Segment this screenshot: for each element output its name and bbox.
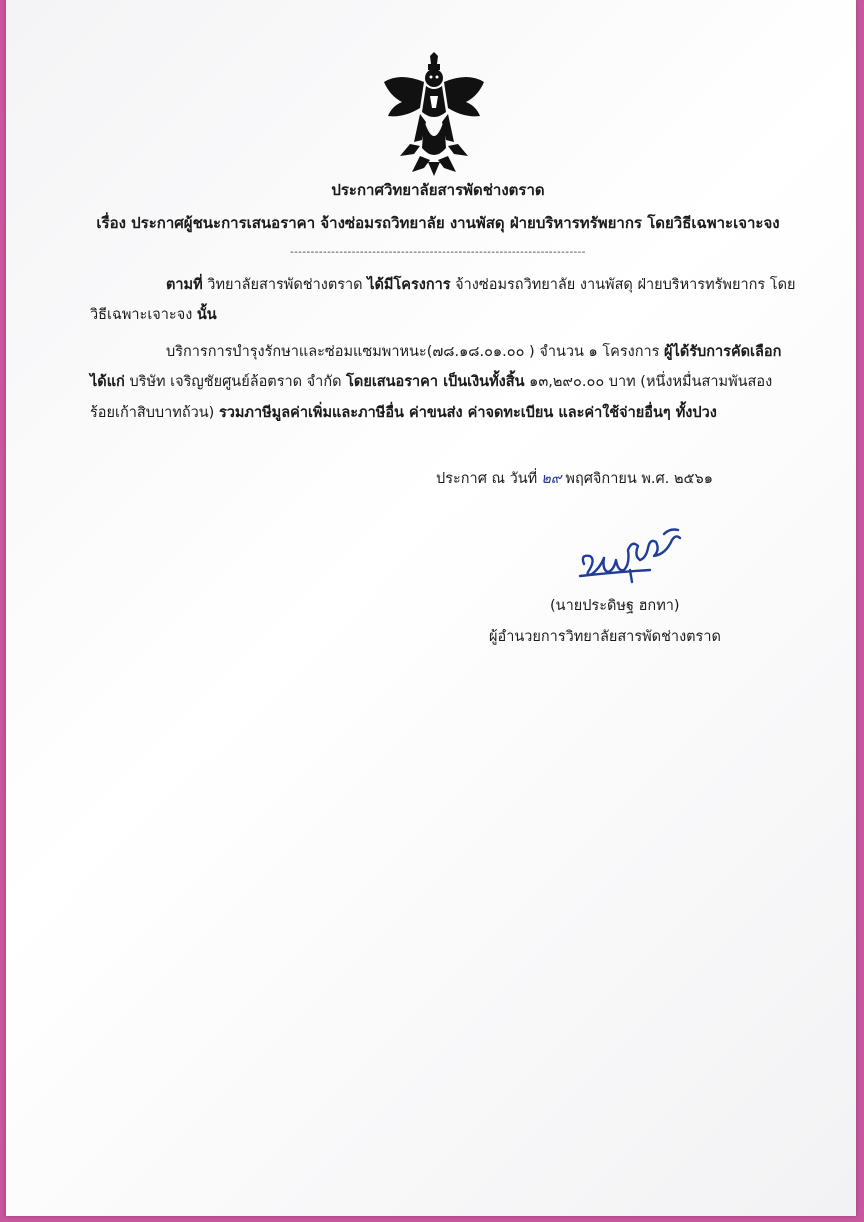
para2-line2-bold: ได้แก่ (90, 374, 125, 390)
paragraph-1-line-2 (90, 305, 217, 325)
para2-text1: บริการการบำรุงรักษาและซ่อมแซมพาหนะ(๗๘.๑๘.๐๑.๐๐ ) จำนวน ๑ โครงการ (166, 344, 665, 360)
paragraph-2-line-1 (166, 342, 781, 362)
para1-line2-bold: นั้น (196, 307, 217, 323)
para2-line2-text2: ๑๓,๒๙๐.๐๐ บาท (หนึ่งหมื่นสามพันสอง (524, 374, 773, 390)
para1-text1: วิทยาลัยสารพัดช่างตราด (202, 277, 368, 293)
para2-line3-text: ร้อยเก้าสิบบาทถ้วน) (90, 405, 219, 421)
para1-bold1: ได้มีโครงการ (367, 277, 451, 293)
para1-lead: ตามที่ (166, 277, 203, 293)
para1-line2: วิธีเฉพาะเจาะจง (90, 307, 197, 323)
paragraph-2-line-3 (90, 403, 717, 423)
document-page (6, 0, 856, 1216)
separator-line: ------------------------------------------------------------------------ (290, 247, 586, 258)
garuda-emblem (380, 52, 488, 176)
paragraph-2-line-2 (90, 372, 772, 392)
paragraph-1-line-1 (166, 275, 796, 295)
signer-position: ผู้อำนวยการวิทยาลัยสารพัดช่างตราด (489, 629, 721, 645)
date-prefix: ประกาศ ณ วันที่ (436, 471, 538, 487)
para2-line2-bold2: โดยเสนอราคา เป็นเงินทั้งสิ้น (346, 374, 525, 390)
para2-line3-bold: รวมภาษีมูลค่าเพิ่มและภาษีอื่น ค่าขนส่ง ค่าจดทะเบียน และค่าใช้จ่ายอื่นๆ ทั้งปวง (218, 405, 717, 421)
signer-name: (นายประดิษฐ ฮกทา) (550, 598, 680, 614)
para2-bold1: ผู้ได้รับการคัดเลือก (664, 344, 782, 360)
para2-line2-text: บริษัท เจริญชัยศูนย์ล้อตราด จำกัด (124, 374, 347, 390)
para1-text2: จ้างซ่อมรถวิทยาลัย งานพัสดุ ฝ่ายบริหารทรัพยากร โดย (450, 277, 796, 293)
date-rest: พฤศจิกายน พ.ศ. ๒๕๖๑ (565, 471, 713, 487)
announcement-date (436, 469, 713, 489)
page-title: ประกาศวิทยาลัยสารพัดช่างตราด (331, 181, 545, 199)
subject-line: เรื่อง ประกาศผู้ชนะการเสนอราคา จ้างซ่อมรถวิทยาลัย งานพัสดุ ฝ่ายบริหารทรัพยากร โดยวิธีเฉพาะเจาะจง (96, 214, 780, 232)
handwritten-signature (576, 520, 686, 586)
date-day: ๒๙ (541, 471, 562, 487)
